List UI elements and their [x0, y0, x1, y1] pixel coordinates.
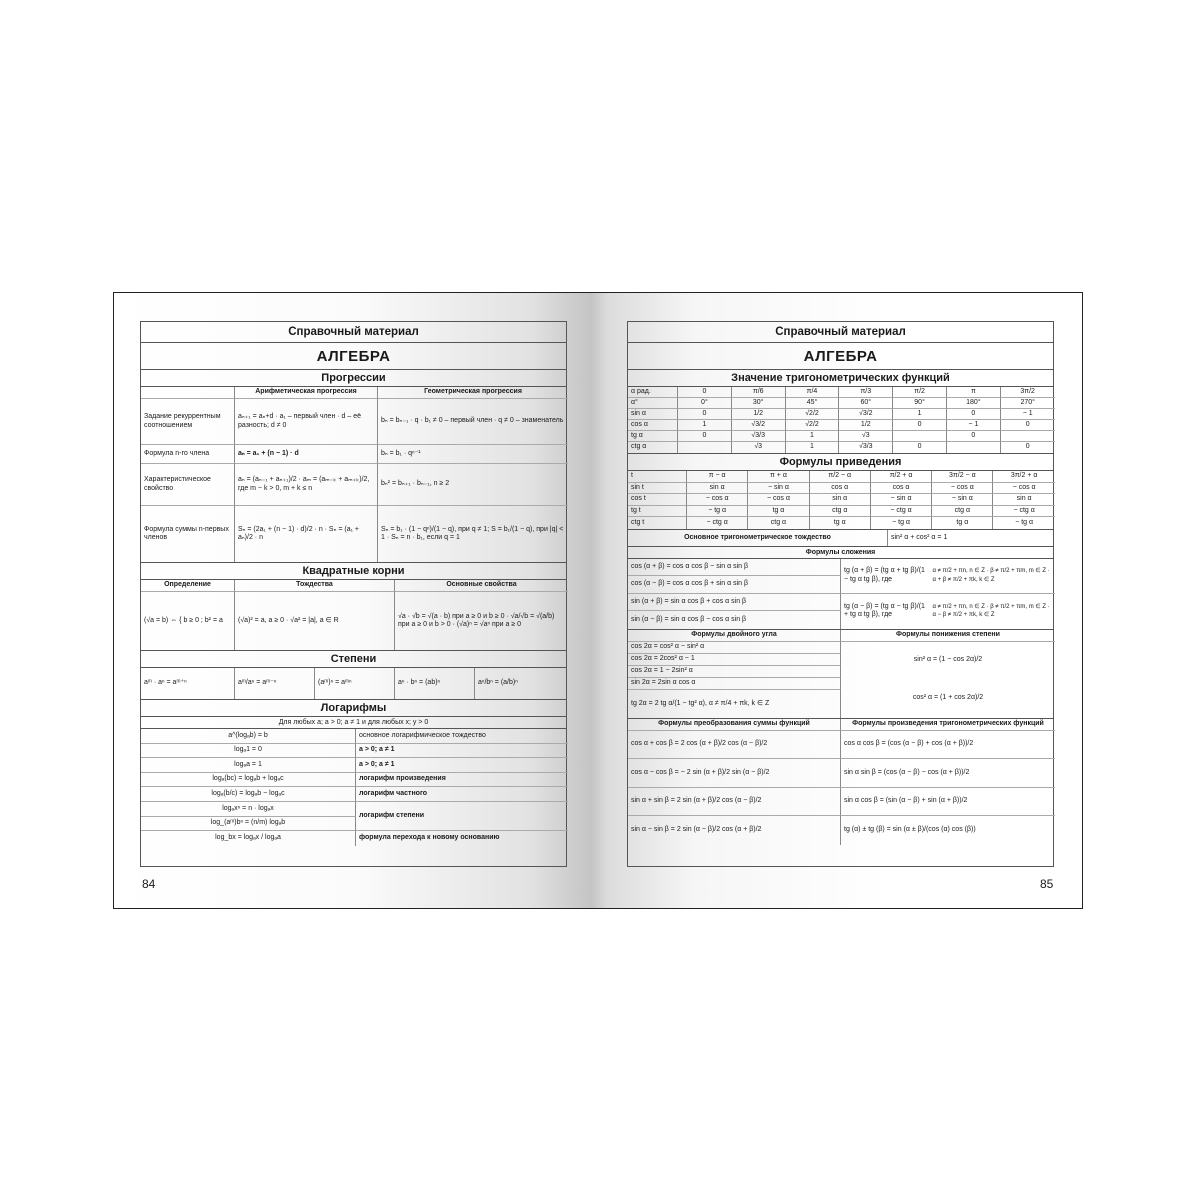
row-label: Задание рекуррентным соотношением — [141, 399, 235, 445]
rd-cell: t — [628, 471, 687, 483]
rd-cell: − ctg α — [687, 517, 748, 529]
tv-cell: 1/2 — [839, 420, 893, 431]
rd-cell: sin t — [628, 483, 687, 495]
tv-cell: 3π/2 — [1001, 387, 1055, 398]
rd-cell: − tg α — [687, 506, 748, 518]
addition-formula: cos (α − β) = cos α cos β + sin α sin β — [628, 576, 841, 594]
tg-sum-conditions: α ≠ π/2 + πn, n ∈ Z · β ≠ π/2 + πm, m ∈ Z · α + β ≠ π/2 + πk, k ∈ Z — [932, 568, 1050, 583]
rd-cell: sin α — [687, 483, 748, 495]
tv-cell: α° — [628, 398, 678, 409]
tv-cell: √3 — [839, 431, 893, 442]
row-label: Формула n-го члена — [141, 445, 235, 464]
identity-formula: sin² α + cos² α = 1 — [891, 533, 948, 541]
tv-cell: √3 — [732, 442, 786, 453]
rd-cell: π + α — [748, 471, 809, 483]
tv-cell: 0 — [678, 387, 732, 398]
sum-formula: sin α + sin β = 2 sin (α + β)/2 cos (α − β)/2 — [628, 788, 841, 817]
tv-cell: √2/2 — [786, 409, 840, 420]
page-number-left: 84 — [142, 877, 156, 891]
tv-cell: ctg α — [628, 442, 678, 453]
tv-cell: 30° — [732, 398, 786, 409]
tv-cell: sin α — [628, 409, 678, 420]
rd-cell: − cos α — [932, 483, 993, 495]
powers-title: Степени — [141, 651, 566, 668]
log-formula: logₐ(bc) = logₐb + logₐc — [141, 773, 356, 788]
rd-cell: ctg α — [748, 517, 809, 529]
log-desc: a > 0; a ≠ 1 — [356, 758, 568, 773]
tv-cell: 180° — [947, 398, 1001, 409]
progressions-table — [141, 387, 566, 563]
col-identities: Тождества — [235, 580, 395, 592]
row-label: Характеристическое свойство — [141, 464, 235, 506]
tv-cell: α рад. — [628, 387, 678, 398]
tv-cell — [1001, 431, 1055, 442]
rd-cell: tg α — [932, 517, 993, 529]
tv-cell: 0 — [1025, 443, 1030, 451]
rd-cell: − cos α — [993, 483, 1054, 495]
double-angle-formula: cos 2α = 2cos² α − 1 — [628, 654, 841, 666]
tg-sum-formula — [841, 559, 1055, 594]
rd-cell: − tg α — [871, 517, 932, 529]
transform-table — [628, 719, 1053, 845]
log-desc: a > 0; a ≠ 1 — [356, 744, 568, 759]
tv-cell: 90° — [893, 398, 947, 409]
product-formula: cos α cos β = (cos (α − β) + cos (α + β))/2 — [841, 731, 1055, 760]
power-rule: aⁿ/bⁿ = (a/b)ⁿ — [478, 679, 518, 687]
power-rule: aᵐ/aⁿ = aᵐ⁻ⁿ — [235, 668, 315, 699]
tv-cell: π/6 — [732, 387, 786, 398]
tv-cell: 0 — [678, 431, 732, 442]
tv-cell: 270° — [1001, 398, 1055, 409]
product-formula: sin α sin β = (cos (α − β) − cos (α + β))/2 — [841, 759, 1055, 788]
rd-cell: − sin α — [871, 494, 932, 506]
log-formula: log_(aᵐ)bⁿ = (n/m) logₐb — [141, 817, 356, 832]
tv-cell: 0° — [678, 398, 732, 409]
rd-cell: sin α — [810, 494, 871, 506]
double-angle-formula: sin 2α = 2sin α cos α — [628, 678, 841, 690]
double-angle-formula: cos 2α = 1 − 2sin² α — [628, 666, 841, 678]
tv-cell: − 1 — [947, 420, 1001, 431]
rd-cell: π − α — [687, 471, 748, 483]
double-angle-title: Формулы двойного угла — [628, 630, 841, 642]
col-definition: Определение — [141, 580, 235, 592]
tg-diff-text: tg (α − β) = (tg α − tg β)/(1 + tg α tg β), где — [844, 602, 925, 619]
tv-cell — [947, 442, 1001, 453]
rd-cell: sin α — [993, 494, 1054, 506]
rd-cell: − ctg α — [993, 506, 1054, 518]
tv-cell: √3/3 — [732, 431, 786, 442]
log-desc: логарифм частного — [356, 787, 568, 802]
tv-cell: cos α — [628, 420, 678, 431]
roots-table — [141, 580, 566, 651]
addition-formula: cos (α + β) = cos α cos β − sin α sin β — [628, 559, 841, 577]
rd-cell: tg α — [810, 517, 871, 529]
product-formula: tg (α) ± tg (β) = sin (α ± β)/(cos (α) cos (β)) — [844, 826, 976, 834]
trig-values-table — [628, 387, 1053, 454]
tv-cell: √3/3 — [839, 442, 893, 453]
geom-cell: Sₙ = b₁ · (1 − qⁿ)/(1 − q), при q ≠ 1; S = b₁/(1 − q), при |q| < 1 · Sₙ = n · b₁, если q = 1 — [381, 525, 564, 541]
tv-cell: π/3 — [839, 387, 893, 398]
log-formula: logₐa = 1 — [141, 758, 356, 773]
log-formula: logₐ1 = 0 — [141, 744, 356, 759]
arith-cell: aₙ = (aₙ₋₁ + aₙ₊₁)/2 · aₘ = (aₘ₋ₖ + aₘ₊ₖ)/2, где m − k > 0, m + k ≤ n — [235, 464, 378, 506]
rd-cell: − ctg α — [871, 506, 932, 518]
power-rule: aⁿ · bⁿ = (ab)ⁿ — [395, 668, 475, 699]
reduction-title: Формулы приведения — [628, 454, 1053, 471]
tv-cell: π/4 — [786, 387, 840, 398]
rd-cell: ctg α — [932, 506, 993, 518]
log-formula: a^(logₐb) = b — [141, 729, 356, 744]
log-formula: logₐ(b/c) = logₐb − logₐc — [141, 787, 356, 802]
root-identities: (√a)² = a, a ≥ 0 · √a² = |a|, a ∈ R — [235, 592, 395, 650]
double-angle-table — [628, 630, 1053, 719]
identity-label: Основное тригонометрическое тождество — [628, 530, 888, 546]
section-title: АЛГЕБРА — [141, 343, 566, 370]
tv-cell: √2/2 — [786, 420, 840, 431]
rd-cell: tg α — [748, 506, 809, 518]
tg-sum-text: tg (α + β) = (tg α + tg β)/(1 − tg α tg β), где — [844, 567, 925, 583]
open-book — [113, 292, 1083, 909]
tv-cell: 60° — [839, 398, 893, 409]
tv-cell: π — [947, 387, 1001, 398]
addition-formula: sin (α + β) = sin α cos β + cos α sin β — [628, 594, 841, 612]
rd-cell: − sin α — [932, 494, 993, 506]
progressions-title: Прогрессии — [141, 370, 566, 387]
tv-cell: 0 — [947, 431, 1001, 442]
left-page — [140, 321, 567, 867]
arith-cell: Sₙ = (2a₁ + (n − 1) · d)/2 · n · Sₙ = (a₁ + aₙ)/2 · n — [235, 506, 378, 562]
root-properties: √a · √b = √(a · b) при a ≥ 0 и b ≥ 0 · √a/√b = √(a/b) при a ≥ 0 и b > 0 · (√a)ⁿ = √aⁿ при a ≥ 0 — [398, 612, 555, 628]
rd-cell: cos α — [810, 483, 871, 495]
tv-cell: tg α — [628, 431, 678, 442]
col-empty — [141, 387, 235, 399]
rd-cell: cos α — [871, 483, 932, 495]
right-page — [627, 321, 1054, 867]
log-formula: log_bx = logₐx / logₐa — [141, 831, 356, 846]
double-angle-formula: cos 2α = cos² α − sin² α — [628, 642, 841, 654]
rd-cell: π/2 + α — [871, 471, 932, 483]
col-arith: Арифметическая прогрессия — [235, 387, 378, 399]
geom-cell: bₙ = bₙ₋₁ · q · b₁ ≠ 0 – первый член · q ≠ 0 – знаменатель — [378, 399, 568, 445]
rd-cell: − sin α — [748, 483, 809, 495]
tv-cell: 1 — [678, 420, 732, 431]
sum-formula: cos α + cos β = 2 cos (α + β)/2 cos (α − β)/2 — [628, 731, 841, 760]
root-definition: (√a = b) ⇔ { b ≥ 0 ; b² = a — [141, 592, 235, 650]
tv-cell: 0 — [947, 409, 1001, 420]
tv-cell: √3/2 — [839, 409, 893, 420]
logs-note: Для любых a; a > 0; a ≠ 1 и для любых x; y > 0 — [141, 717, 566, 729]
tv-cell — [678, 442, 732, 453]
tv-cell: √3/2 — [732, 420, 786, 431]
sum-formula: sin α − sin β = 2 sin (α − β)/2 cos (α + β)/2 — [628, 816, 841, 845]
page-header: Справочный материал — [628, 322, 1053, 343]
product-formula: sin α cos β = (sin (α − β) + sin (α + β))/2 — [841, 788, 1055, 817]
tv-cell: − 1 — [1001, 409, 1055, 420]
rd-cell: 3π/2 − α — [932, 471, 993, 483]
tv-cell: 1 — [786, 431, 840, 442]
tg-diff-conditions: α ≠ π/2 + πn, n ∈ Z · β ≠ π/2 + πm, m ∈ Z · α − β ≠ π/2 + πk, k ∈ Z — [932, 603, 1050, 619]
geom-cell: bₙ = b₁ · qⁿ⁻¹ — [378, 445, 568, 464]
roots-title: Квадратные корни — [141, 563, 566, 580]
rd-cell: tg t — [628, 506, 687, 518]
rd-cell: cos t — [628, 494, 687, 506]
page-number-right: 85 — [1040, 877, 1054, 891]
identity-row — [628, 530, 1053, 547]
reduction-table — [628, 471, 1053, 530]
tg-diff-formula — [841, 594, 1055, 629]
log-desc: логарифм произведения — [356, 773, 568, 788]
section-title: АЛГЕБРА — [628, 343, 1053, 370]
tv-cell — [893, 431, 947, 442]
tv-cell: 1 — [893, 409, 947, 420]
geom-cell: bₙ² = bₙ₊₁ · bₙ₋₁, n ≥ 2 — [378, 464, 568, 506]
tv-cell: 45° — [786, 398, 840, 409]
rd-cell: π/2 − α — [810, 471, 871, 483]
arith-cell: aₙ = a₁ + (n − 1) · d — [235, 445, 378, 464]
power-rule: aᵐ · aⁿ = aᵐ⁺ⁿ — [141, 668, 235, 699]
rd-cell: ctg t — [628, 517, 687, 529]
col-properties: Основные свойства — [395, 580, 568, 592]
rd-cell: ctg α — [810, 506, 871, 518]
rd-cell: − cos α — [687, 494, 748, 506]
tv-cell: π/2 — [893, 387, 947, 398]
page-header: Справочный материал — [141, 322, 566, 343]
addition-table — [628, 559, 1053, 630]
addition-formula: sin (α − β) = sin α cos β − cos α sin β — [628, 611, 841, 629]
cos-square-formula: cos² α = (1 + cos 2α)/2 — [912, 693, 984, 701]
col-geom: Геометрическая прогрессия — [378, 387, 568, 399]
arith-cell: aₙ₊₁ = aₙ+d · a₁ – первый член · d – её разность; d ≠ 0 — [235, 399, 378, 445]
logs-title: Логарифмы — [141, 700, 566, 717]
tv-cell: 0 — [678, 409, 732, 420]
sin-square-formula: sin² α = (1 − cos 2α)/2 — [913, 655, 983, 663]
row-label: Формула суммы n-первых членов — [141, 506, 235, 562]
log-desc: логарифм степени — [356, 802, 568, 831]
trig-values-title: Значение тригонометрических функций — [628, 370, 1053, 387]
log-desc: основное логарифмическое тождество — [356, 729, 568, 744]
tv-cell: 0 — [893, 442, 947, 453]
log-desc: формула перехода к новому основанию — [359, 834, 500, 842]
powers-table — [141, 668, 566, 700]
tv-cell: 0 — [1001, 420, 1055, 431]
power-reduction-title: Формулы понижения степени — [841, 630, 1055, 642]
tv-cell: 1 — [786, 442, 840, 453]
rd-cell: − cos α — [748, 494, 809, 506]
addition-title: Формулы сложения — [628, 547, 1053, 559]
double-angle-formula: tg 2α = 2 tg α/(1 − tg² α), α ≠ π/4 + πk, k ∈ Z — [628, 690, 841, 718]
sum-to-product-title: Формулы преобразования суммы функций — [628, 719, 841, 731]
power-rule: (aᵐ)ⁿ = aᵐⁿ — [315, 668, 395, 699]
tv-cell: 0 — [893, 420, 947, 431]
sum-formula: cos α − cos β = − 2 sin (α + β)/2 sin (α − β)/2 — [628, 759, 841, 788]
rd-cell: 3π/2 + α — [993, 471, 1054, 483]
logs-table — [141, 729, 566, 846]
rd-cell: − tg α — [1015, 518, 1034, 526]
log-formula: logₐxⁿ = n · logₐx — [141, 802, 356, 817]
tv-cell: 1/2 — [732, 409, 786, 420]
product-to-sum-title: Формулы произведения тригонометрических функций — [841, 719, 1055, 731]
